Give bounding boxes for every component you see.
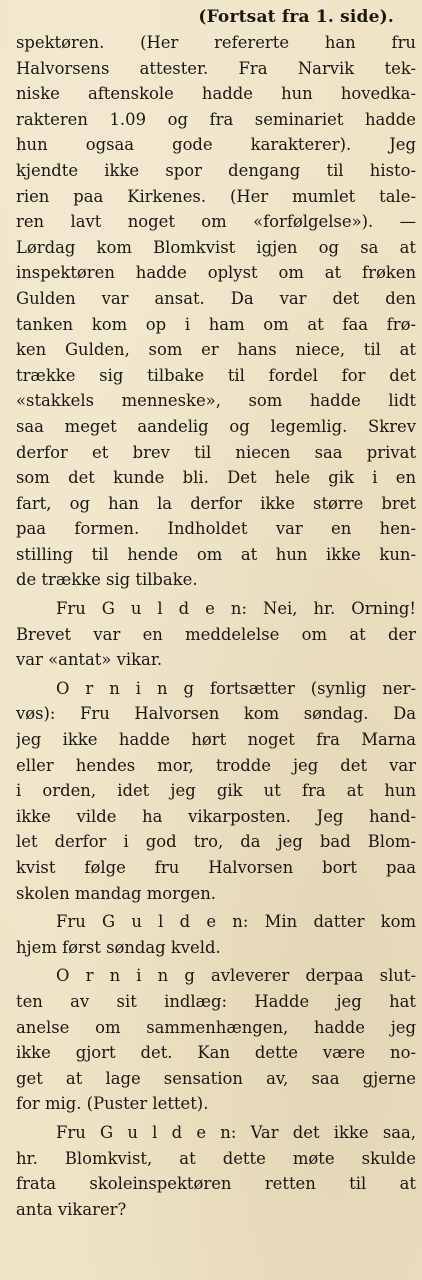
article-line: spektøren. (Her refererte han fru [16, 33, 416, 52]
article-line: get at lage sensation av, saa gjerne [16, 1068, 416, 1088]
article-line: Lørdag kom Blomkvist igjen og sa at [16, 237, 416, 257]
article-line: niske aftenskole hadde hun hovedka- [16, 84, 416, 104]
article-line: fart, og han la derfor ikke større bret [16, 493, 416, 513]
article-line: Halvorsens attester. Fra Narvik tek- [16, 58, 416, 78]
article-line: for mig. (Puster lettet). [16, 1094, 209, 1114]
article-line: ken Gulden, som er hans niece, til at [16, 340, 416, 360]
article-line: frata skoleinspektøren retten til at [16, 1174, 416, 1194]
article-line: anta vikarer? [16, 1199, 127, 1219]
article-line: de trække sig tilbake. [16, 570, 198, 590]
article-line: let derfor i god tro, da jeg bad Blom- [16, 832, 416, 852]
article-line: anelse om sammenhængen, hadde jeg [16, 1017, 416, 1037]
article-line: Fru G u l d e n: Nei, hr. Orning! [56, 599, 416, 619]
article-paragraph [16, 596, 416, 673]
article-line: «stakkels menneske», som hadde lidt [16, 391, 416, 411]
article-line: hun ogsaa gode karakterer). Jeg [16, 135, 416, 155]
article-paragraph [16, 963, 416, 1117]
article-line: derfor et brev til niecen saa privat [16, 442, 416, 462]
article-line: O r n i n g avleverer derpaa slut- [56, 966, 416, 986]
article-line: Gulden var ansat. Da var det den [16, 288, 416, 308]
article-line: var «antat» vikar. [16, 650, 163, 670]
article-line: Brevet var en meddelelse om at der [16, 624, 416, 644]
continuation-note: (Fortsat fra 1. side). [198, 7, 394, 27]
article-line: i orden, idet jeg gik ut fra at hun [16, 781, 416, 801]
article-line: rakteren 1.09 og fra seminariet hadde [16, 109, 416, 129]
article-line: jeg ikke hadde hørt noget fra Marna [16, 730, 416, 750]
article-line: vøs): Fru Halvorsen kom søndag. Da [16, 704, 416, 724]
article-paragraph [16, 909, 416, 960]
article-line: paa formen. Indholdet var en hen- [16, 519, 416, 539]
article-body [16, 30, 416, 1222]
article-line: saa meget aandelig og legemlig. Skrev [16, 416, 416, 436]
article-line: rien paa Kirkenes. (Her mumlet tale- [16, 186, 416, 206]
article-line: hr. Blomkvist, at dette møte skulde [16, 1148, 416, 1168]
article-line: kjendte ikke spor dengang til histo- [16, 160, 416, 180]
article-line: skolen mandag morgen. [16, 883, 216, 903]
article-line: inspektøren hadde oplyst om at frøken [16, 263, 416, 283]
article-paragraph [16, 676, 416, 906]
article-line: tanken kom op i ham om at faa frø- [16, 314, 416, 334]
article-paragraph [16, 30, 416, 593]
article-line: Fru G u l d e n: Var det ikke saa, [56, 1122, 416, 1142]
article-line: ikke vilde ha vikarposten. Jeg hand- [16, 806, 416, 826]
article-line: hjem først søndag kveld. [16, 937, 221, 957]
article-line: som det kunde bli. Det hele gik i en [16, 468, 416, 488]
article-line: kvist følge fru Halvorsen bort paa [16, 858, 416, 877]
article-line: trække sig tilbake til fordel for det [16, 365, 416, 385]
article-paragraph [16, 1120, 416, 1222]
article-line: ten av sit indlæg: Hadde jeg hat [16, 991, 416, 1011]
article-line: ikke gjort det. Kan dette være no- [16, 1043, 416, 1063]
article-line: stilling til hende om at hun ikke kun- [16, 544, 416, 564]
article-line: eller hendes mor, trodde jeg det var [16, 755, 416, 775]
article-line: ren lavt noget om «forfølgelse»). — [16, 212, 416, 232]
article-line: Fru G u l d e n: Min datter kom [56, 912, 416, 932]
article-line: O r n i n g fortsætter (synlig ner- [56, 678, 416, 698]
